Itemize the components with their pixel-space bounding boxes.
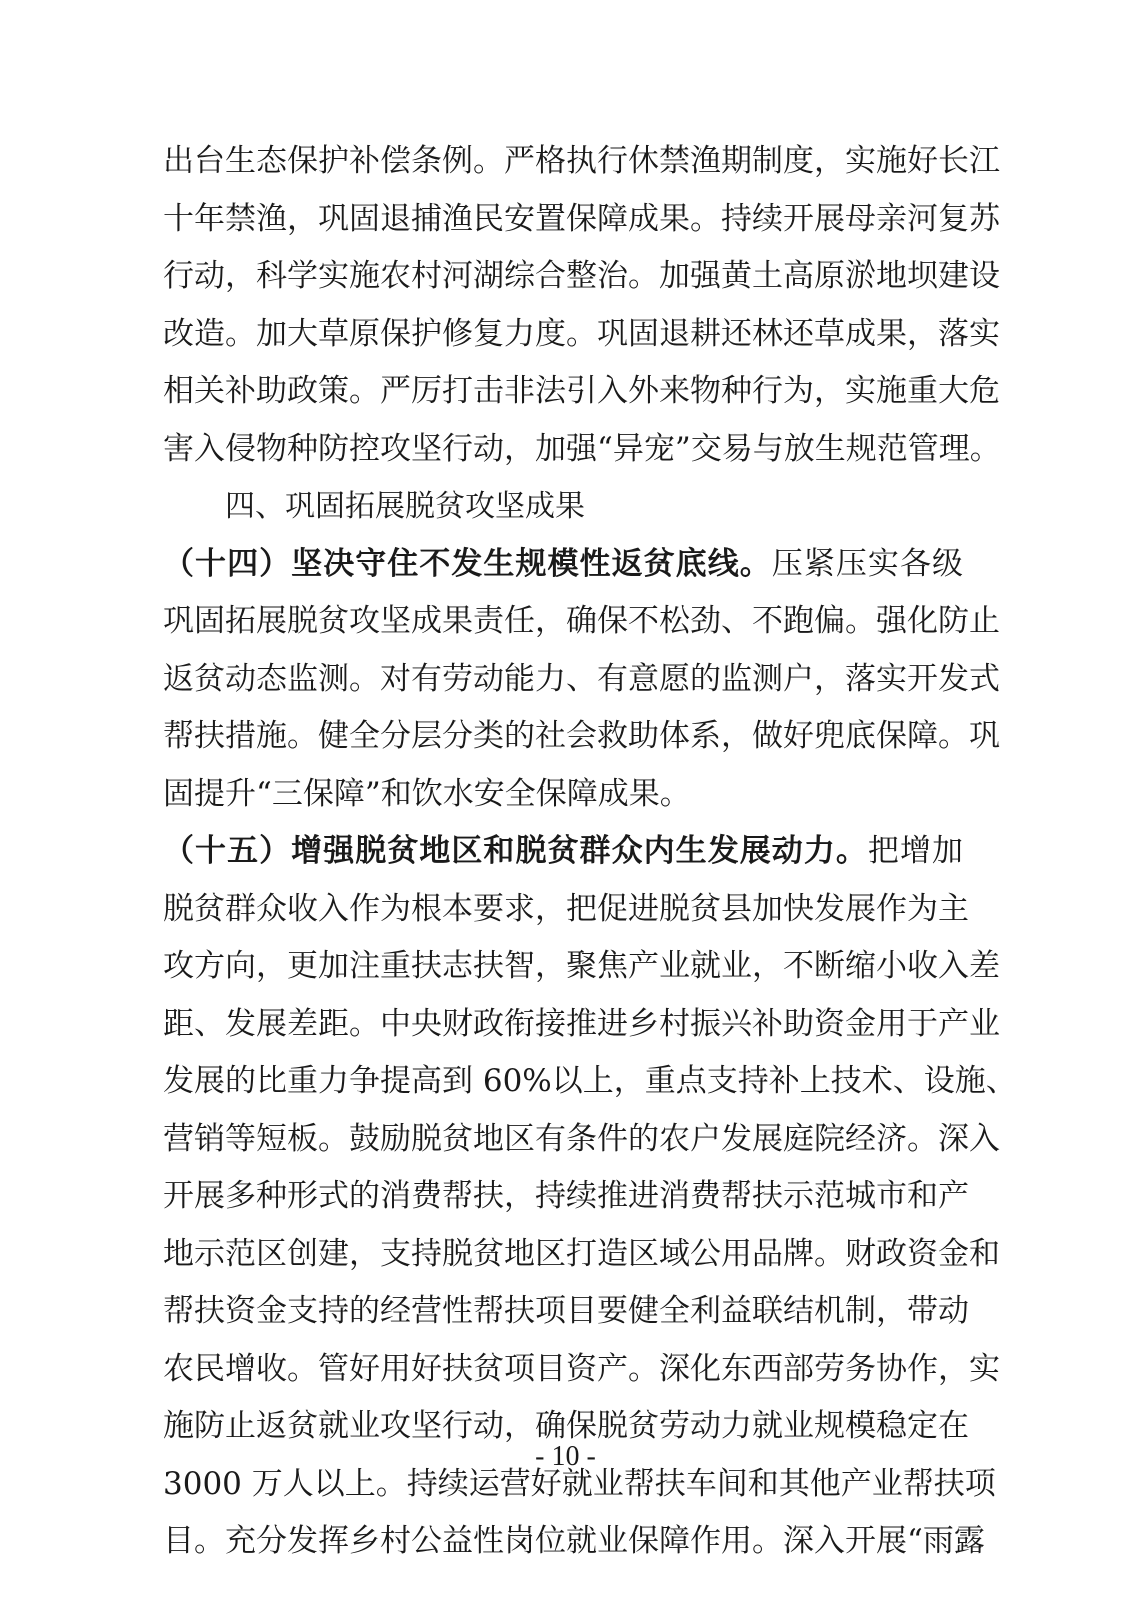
paragraph-line: 帮扶措施。健全分层分类的社会救助体系，做好兜底保障。巩 bbox=[163, 718, 1000, 754]
section-heading: 四、巩固拓展脱贫攻坚成果 bbox=[225, 489, 585, 524]
paragraph-line: 相关补助政策。严厉打击非法引入外来物种行为，实施重大危 bbox=[163, 373, 1000, 409]
subsection-title: （十四）坚决守住不发生规模性返贫底线。 bbox=[163, 545, 772, 582]
paragraph-line: 改造。加大草原保护修复力度。巩固退耕还林还草成果，落实 bbox=[163, 315, 1000, 352]
paragraph-line: 帮扶资金支持的经营性帮扶项目要健全利益联结机制，带动 bbox=[163, 1293, 969, 1329]
paragraph-line: 3000 万人以上。持续运营好就业帮扶车间和其他产业帮扶项 bbox=[163, 1465, 996, 1502]
paragraph-line: 地示范区创建，支持脱贫地区打造区域公用品牌。财政资金和 bbox=[163, 1235, 1000, 1272]
paragraph-line: 农民增收。管好用好扶贫项目资产。深化东西部劳务协作，实 bbox=[163, 1350, 1000, 1387]
paragraph-line: 巩固拓展脱贫攻坚成果责任，确保不松劲、不跑偏。强化防止 bbox=[163, 603, 1000, 639]
paragraph-text: 压紧压实各级 bbox=[771, 545, 964, 582]
paragraph-line: 行动，科学实施农村河湖综合整治。加强黄土高原淤地坝建设 bbox=[163, 258, 1000, 294]
paragraph-line: 发展的比重力争提高到 60%以上，重点支持补上技术、设施、 bbox=[163, 1063, 1017, 1099]
paragraph-line: 开展多种形式的消费帮扶，持续推进消费帮扶示范城市和产 bbox=[163, 1178, 969, 1214]
paragraph-line: 害入侵物种防控攻坚行动，加强“异宠”交易与放生规范管理。 bbox=[163, 430, 1001, 467]
paragraph-line: 十年禁渔，巩固退捕渔民安置保障成果。持续开展母亲河复苏 bbox=[163, 200, 1000, 237]
paragraph-line: 目。充分发挥乡村公益性岗位就业保障作用。深入开展“雨露 bbox=[163, 1523, 985, 1559]
paragraph-line: 营销等短板。鼓励脱贫地区有条件的农户发展庭院经济。深入 bbox=[163, 1120, 1000, 1157]
paragraph-first-line bbox=[163, 536, 963, 594]
paragraph-line: 出台生态保护补偿条例。严格执行休禁渔期制度，实施好长江 bbox=[163, 143, 1000, 179]
document-body bbox=[163, 133, 1017, 1571]
paragraph-line: 攻方向，更加注重扶志扶智，聚焦产业就业，不断缩小收入差 bbox=[163, 948, 1000, 984]
paragraph-line: 施防止返贫就业攻坚行动，确保脱贫劳动力就业规模稳定在 bbox=[163, 1408, 969, 1444]
paragraph-text: 把增加 bbox=[867, 833, 964, 869]
paragraph-first-line bbox=[163, 823, 963, 881]
page-number: - 10 - bbox=[535, 1441, 596, 1472]
paragraph-line: 脱贫群众收入作为根本要求，把促进脱贫县加快发展作为主 bbox=[163, 890, 969, 927]
paragraph-line: 返贫动态监测。对有劳动能力、有意愿的监测户，落实开发式 bbox=[163, 660, 1000, 697]
subsection-title: （十五）增强脱贫地区和脱贫群众内生发展动力。 bbox=[163, 833, 868, 869]
paragraph-line: 固提升“三保障”和饮水安全保障成果。 bbox=[163, 775, 691, 812]
paragraph-line: 距、发展差距。中央财政衔接推进乡村振兴补助资金用于产业 bbox=[163, 1005, 1000, 1042]
